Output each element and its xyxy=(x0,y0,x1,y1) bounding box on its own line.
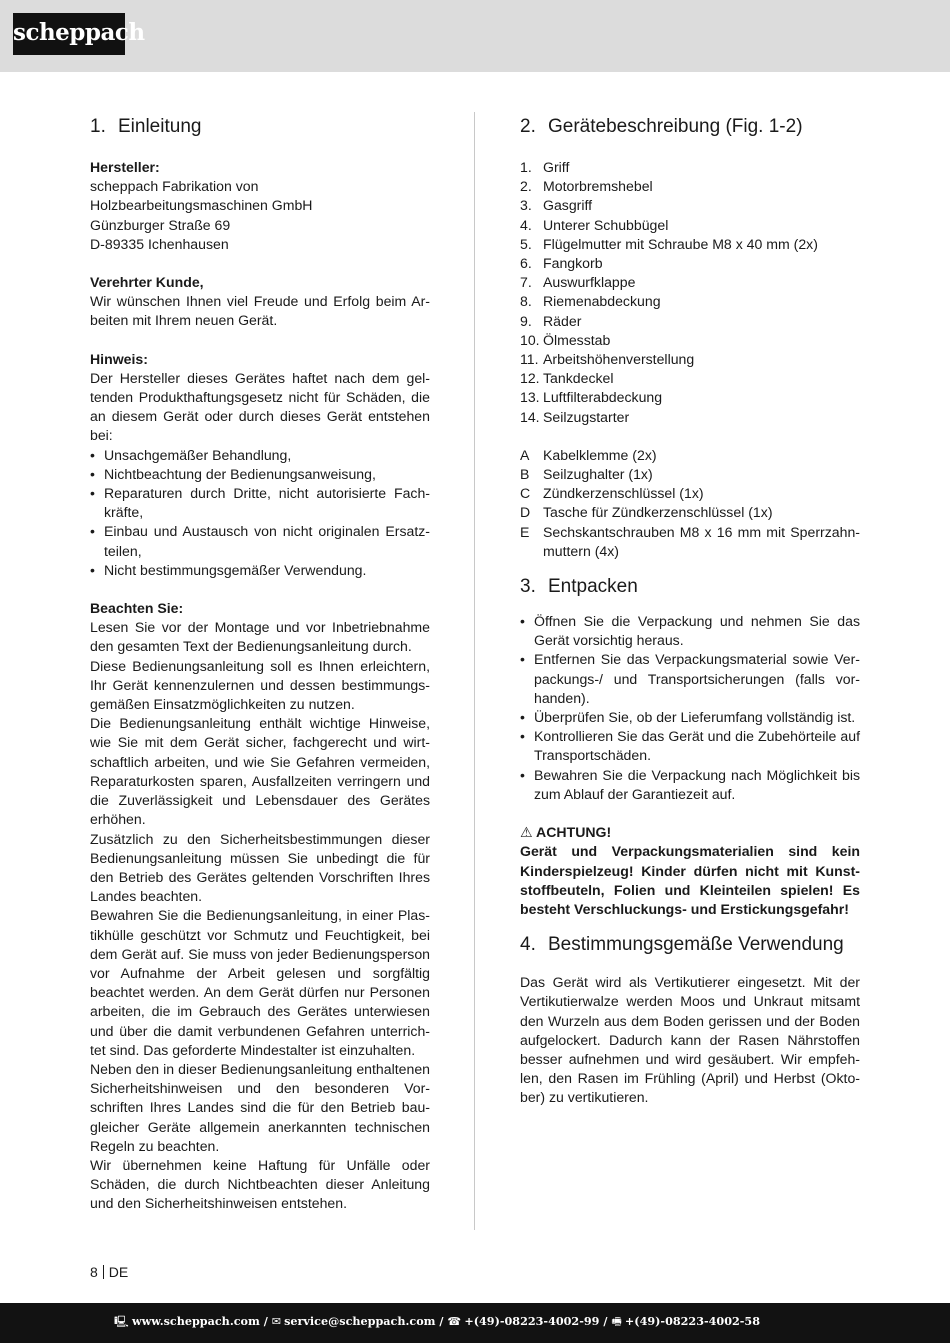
item-letter: A xyxy=(520,446,530,463)
item-number: 1. xyxy=(520,159,532,175)
customer-block xyxy=(90,273,430,331)
section-2-heading xyxy=(520,113,860,141)
customer-label: Verehrter Kunde, xyxy=(90,274,204,291)
accessories-list xyxy=(520,446,860,561)
item-number: 13. xyxy=(520,389,540,406)
usage-text: Das Gerät wird als Vertikutierer eingesetzt. Mit der Vertikutierwalze werden Moos und Unkraut mitsamt den Wurzeln aus dem Boden gerissen und der Boden aufgelockert. Dadurch kann der Rasen Nährstoffen besser aufnehmen und wird gesäubert. Wir empfehlen, den Rasen im Frühling (April) und Herbst (Oktober) zu vertikutieren. xyxy=(520,974,860,1106)
list-item xyxy=(520,254,860,273)
item-text: Seilzughalter (1x) xyxy=(543,466,653,483)
list-item xyxy=(520,446,860,465)
footer-email[interactable]: service@scheppach.com xyxy=(284,1314,436,1328)
address-line: Holzbearbeitungsmaschinen GmbH xyxy=(90,197,313,214)
list-item: • Unsachgemäßer Behandlung, xyxy=(90,446,430,465)
section-3-heading xyxy=(520,573,860,601)
item-text: Arbeitshöhenverstellung xyxy=(543,351,695,368)
footer-website[interactable]: www.scheppach.com xyxy=(131,1314,260,1328)
list-item xyxy=(520,331,860,350)
footer-fax: +(49)-08223-4002-58 xyxy=(624,1314,760,1328)
item-number: 3. xyxy=(520,197,532,214)
list-item xyxy=(520,408,860,427)
item-letter: C xyxy=(520,485,531,502)
item-number: 5. xyxy=(520,235,532,252)
liability-list xyxy=(90,446,430,580)
warning-icon: ⚠ xyxy=(520,824,533,841)
item-text: Fangkorb xyxy=(543,255,603,272)
fax-icon: 🖷 xyxy=(611,1315,622,1328)
list-item xyxy=(520,292,860,311)
page-separator xyxy=(103,1265,104,1279)
parts-list xyxy=(520,158,860,427)
note-label: Hinweis: xyxy=(90,350,148,367)
observe-paragraph: Wir übernehmen keine Haftung für Unfälle oder Schäden, die durch Nichtbeachten dieser Anleitung und den Sicherheitshinweisen entstehen. xyxy=(90,1156,430,1212)
list-item xyxy=(520,196,860,215)
section-number: 2. xyxy=(520,116,536,137)
mail-icon: ✉ xyxy=(271,1315,282,1328)
observe-paragraph: Die Bedienungsanleitung enthält wichtige Hinweise, wie Sie mit dem Gerät sicher, fachgerecht und wirtschaftlich arbeiten, und wie Sie Gefahren vermeiden, Reparaturkosten sparen, Ausfallzeiten verringern und die Zuverlässigkeit und Lebensdauer des Gerätes erhöhen. xyxy=(90,715,430,828)
section-number: 3. xyxy=(520,576,536,598)
computer-icon: 🖳 xyxy=(114,1315,129,1328)
list-item xyxy=(520,350,860,369)
manufacturer-label: Hersteller: xyxy=(90,159,160,175)
list-item: • Öffnen Sie die Verpackung und nehmen Sie das Gerät vorsichtig heraus. xyxy=(520,612,860,650)
item-letter: D xyxy=(520,504,531,521)
item-letter: E xyxy=(520,523,530,540)
section-title: Gerätebeschreibung (Fig. 1-2) xyxy=(548,116,803,137)
item-text: Luftfilterabdeckung xyxy=(543,389,663,406)
section-number: 4. xyxy=(520,934,536,956)
observe-paragraph: Diese Bedienungsanleitung soll es Ihnen erleichtern, Ihr Gerät kennenzulernen und dessen bestimmungsgemäßen Einsatzmöglichkeiten zu nutzen. xyxy=(90,657,430,713)
manufacturer-block xyxy=(90,158,430,254)
unpack-list xyxy=(520,612,860,804)
warning-block xyxy=(520,823,860,919)
warning-text: Gerät und Verpackungsmaterialien sind kein Kinderspielzeug! Kinder dürfen nicht mit Kunststoffbeuteln, Folien und Kleinteilen spielen! Es besteht Verschluckungs- und Erstickungsgefahr! xyxy=(520,843,860,917)
left-column xyxy=(90,113,430,1214)
footer-separator: / xyxy=(263,1314,268,1328)
item-text: Seilzugstarter xyxy=(543,408,630,425)
item-text: Motorbremshebel xyxy=(543,178,653,195)
section-4-heading xyxy=(520,931,860,959)
item-number: 4. xyxy=(520,216,532,233)
phone-icon: ☎ xyxy=(447,1315,462,1328)
item-number: 11. xyxy=(520,351,539,368)
item-number: 6. xyxy=(520,255,532,272)
warning-title xyxy=(520,823,860,842)
address-line: D-89335 Ichenhausen xyxy=(90,235,229,252)
list-item: • Reparaturen durch Dritte, nicht autorisierte Fachkräfte, xyxy=(90,484,430,522)
list-item xyxy=(520,158,860,177)
address-line: scheppach Fabrikation von xyxy=(90,178,259,195)
item-number: 10. xyxy=(520,331,540,348)
observe-paragraph: Lesen Sie vor der Montage und vor Inbetriebnahme den gesamten Text der Bedienungsanleitung durch. xyxy=(90,619,430,655)
customer-text: Wir wünschen Ihnen viel Freude und Erfolg beim Arbeiten mit Ihrem neuen Gerät. xyxy=(90,293,430,329)
observe-block xyxy=(90,599,430,1214)
list-item xyxy=(520,216,860,235)
footer-phone: +(49)-08223-4002-99 xyxy=(464,1314,600,1328)
list-item: • Nicht bestimmungsgemäßer Verwendung. xyxy=(90,561,430,580)
list-item: • Nichtbeachtung der Bedienungsanweisung, xyxy=(90,465,430,484)
list-item: • Einbau und Austausch von nicht originalen Ersatzteilen, xyxy=(90,522,430,560)
list-item xyxy=(520,465,860,484)
note-block xyxy=(90,350,430,580)
item-letter: B xyxy=(520,466,530,483)
item-text: Kabelklemme (2x) xyxy=(543,446,657,463)
section-1-heading xyxy=(90,113,430,141)
item-text: Unterer Schubbügel xyxy=(543,216,669,233)
item-text: Tankdeckel xyxy=(543,370,614,387)
list-item: • Entfernen Sie das Verpackungsmaterial sowie Verpackungs-/ und Transportsicherungen (falls vorhanden). xyxy=(520,650,860,708)
header-band xyxy=(0,0,950,72)
footer-separator: / xyxy=(439,1314,444,1328)
section-title: Einleitung xyxy=(118,116,202,137)
list-item xyxy=(520,388,860,407)
observe-label: Beachten Sie: xyxy=(90,600,184,617)
item-text: Ölmesstab xyxy=(543,331,611,348)
list-item: • Bewahren Sie die Verpackung nach Möglichkeit bis zum Ablauf der Garantiezeit auf. xyxy=(520,766,860,804)
list-item: • Überprüfen Sie, ob der Lieferumfang vollständig ist. xyxy=(520,708,860,727)
right-column xyxy=(520,113,860,1108)
item-text: Sechskantschrauben M8 x 16 mm mit Sperrzahnmuttern (4x) xyxy=(543,523,860,559)
list-item xyxy=(520,273,860,292)
item-text: Riemenabdeckung xyxy=(543,293,661,310)
item-number: 12. xyxy=(520,370,540,387)
item-text: Räder xyxy=(543,312,582,329)
list-item xyxy=(520,503,860,522)
footer-contact xyxy=(114,1314,760,1333)
item-text: Auswurfklappe xyxy=(543,274,636,291)
address-line: Günzburger Straße 69 xyxy=(90,216,231,233)
item-text: Gasgriff xyxy=(543,197,593,214)
item-text: Griff xyxy=(543,159,570,175)
list-item xyxy=(520,312,860,331)
list-item: • Kontrollieren Sie das Gerät und die Zubehörteile auf Transportschäden. xyxy=(520,727,860,765)
item-number: 9. xyxy=(520,312,532,329)
page-language: DE xyxy=(108,1264,129,1280)
warning-title-text: ACHTUNG! xyxy=(536,824,612,841)
list-item xyxy=(520,484,860,503)
footer-separator: / xyxy=(603,1314,608,1328)
list-item xyxy=(520,235,860,254)
page-number xyxy=(90,1264,128,1280)
item-number: 2. xyxy=(520,178,532,195)
section-number: 1. xyxy=(90,116,106,137)
list-item xyxy=(520,523,860,561)
scheppach-logo: scheppach xyxy=(13,13,125,55)
list-item xyxy=(520,177,860,196)
item-text: Tasche für Zündkerzenschlüssel (1x) xyxy=(543,504,773,521)
observe-paragraph: Zusätzlich zu den Sicherheitsbestimmungen dieser Bedienungsanleitung müssen Sie unbedingt die für den Betrieb des Gerätes geltenden Vorschriften Ihres Landes beachten. xyxy=(90,830,430,905)
column-divider xyxy=(474,112,475,1230)
observe-paragraph: Neben den in dieser Bedienungsanleitung enthaltenen Sicherheitshinweisen und den besonderen Vorschriften Ihres Landes sind die für den Betrieb baugleicher Geräte allgemein anerkannten technischen Regeln zu beachten. xyxy=(90,1060,430,1154)
section-title: Entpacken xyxy=(548,576,638,598)
list-item xyxy=(520,369,860,388)
item-number: 14. xyxy=(520,408,540,425)
item-text: Zündkerzenschlüssel (1x) xyxy=(543,485,704,502)
observe-paragraph: Bewahren Sie die Bedienungsanleitung, in einer Plastikhülle geschützt vor Schmutz und Feuchtigkeit, bei dem Gerät auf. Sie muss von jeder Bedienungsperson vor Aufnahme der Arbeit gelesen und sorgfältig beachtet werden. An dem Gerät dürfen nur Personen arbeiten, die im Gebrauch des Gerätes unterwiesen und über die damit verbundenen Gefahren unterrichtet sind. Das geforderte Mindestalter ist einzuhalten. xyxy=(90,907,430,1058)
note-text: Der Hersteller dieses Gerätes haftet nach dem geltenden Produkthaftungsgesetz nicht für Schäden, die an diesem Gerät oder durch dieses Gerät entstehen bei: xyxy=(90,369,430,444)
section-title: Bestimmungsgemäße Verwendung xyxy=(548,934,844,956)
page-number-value: 8 xyxy=(90,1264,98,1280)
item-number: 7. xyxy=(520,274,532,291)
item-text: Flügelmutter mit Schraube M8 x 40 mm (2x) xyxy=(543,235,818,252)
item-number: 8. xyxy=(520,293,532,310)
